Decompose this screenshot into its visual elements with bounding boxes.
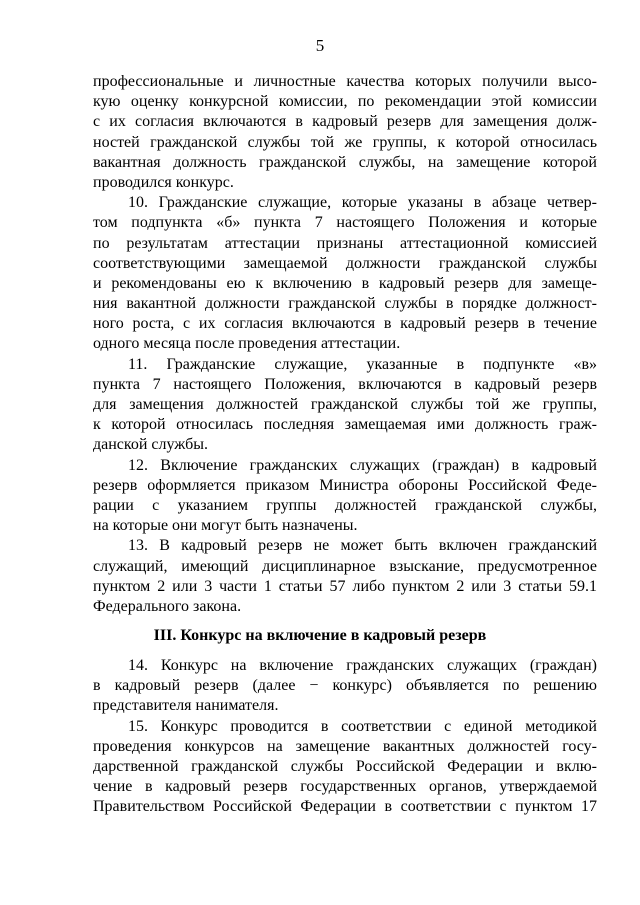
text-line: одного месяца после проведения аттестации.	[93, 335, 401, 353]
text-line: пунктом 2 или 3 части 1 статьи 57 либо пунктом 2 или 3 статьи 59.1	[93, 577, 597, 595]
paragraph-15-start: 15. Конкурс проводится в соответствии с единой методикой	[128, 717, 597, 735]
text-line: дарственной гражданской службы Российской Федерации и вклю-	[93, 757, 597, 775]
text-line: ностей гражданской службы той же группы, к которой относилась	[93, 133, 597, 151]
body-text-block-1	[93, 72, 597, 617]
text-line: резерв оформляется приказом Министра обороны Российской Феде-	[93, 476, 597, 494]
text-line: рации с указанием группы должностей гражданской службы,	[93, 496, 597, 514]
text-line: ного роста, с их согласия включаются в кадровый резерв в течение	[93, 315, 597, 333]
text-line: служащий, имеющий дисциплинарное взыскание, предусмотренное	[93, 557, 597, 575]
text-line: к которой относилась последняя замещаемая ими должность граж-	[93, 416, 597, 434]
text-line: пункта 7 настоящего Положения, включаются в кадровый резерв	[93, 375, 597, 393]
text-line: чение в кадровый резерв государственных органов, утверждаемой	[93, 778, 597, 796]
text-line: ния вакантной должности гражданской службы в порядке должност-	[93, 295, 597, 313]
text-line: в кадровый резерв (далее − конкурс) объявляется по решению	[93, 677, 597, 695]
text-line: и рекомендованы ею к включению в кадровый резерв для замеще-	[93, 274, 597, 292]
page-number: 5	[315, 36, 325, 55]
text-line: вакантная должность гражданской службы, на замещение которой	[93, 153, 597, 171]
text-line: соответствующими замещаемой должности гражданской службы	[93, 254, 597, 272]
paragraph-13-start: 13. В кадровый резерв не может быть включен гражданский	[128, 537, 597, 555]
text-line: том подпункта «б» пункта 7 настоящего Положения и которые	[93, 214, 597, 232]
paragraph-14-start: 14. Конкурс на включение гражданских служащих (граждан)	[128, 657, 597, 674]
text-line: данской службы.	[93, 436, 209, 454]
text-line: с их согласия включаются в кадровый резерв для замещения долж-	[93, 113, 597, 131]
text-line: кую оценку конкурсной комиссии, по рекомендации этой комиссии	[93, 93, 597, 111]
text-line: профессиональные и личностные качества которых получили высо-	[93, 73, 597, 90]
text-line: Федерального закона.	[93, 597, 242, 615]
paragraph-10-start: 10. Гражданские служащие, которые указаны в абзаце четвер-	[128, 194, 597, 212]
paragraph-11-start: 11. Гражданские служащие, указанные в подпункте «в»	[128, 355, 597, 373]
text-line: проводился конкурс.	[93, 173, 234, 191]
text-line: на которые они могут быть назначены.	[93, 517, 358, 535]
text-line: по результатам аттестации признаны аттестационной комиссией	[93, 234, 597, 252]
section-heading: III. Конкурс на включение в кадровый резерв	[153, 627, 487, 644]
text-line: проведения конкурсов на замещение вакантных должностей госу-	[93, 737, 597, 755]
body-text-block-2	[93, 656, 597, 818]
text-line: Правительством Российской Федерации в соответствии с пунктом 17	[93, 798, 597, 816]
paragraph-12-start: 12. Включение гражданских служащих (граждан) в кадровый	[128, 456, 597, 474]
text-line: для замещения должностей гражданской службы той же группы,	[93, 396, 597, 413]
text-line: представителя нанимателя.	[93, 697, 279, 715]
